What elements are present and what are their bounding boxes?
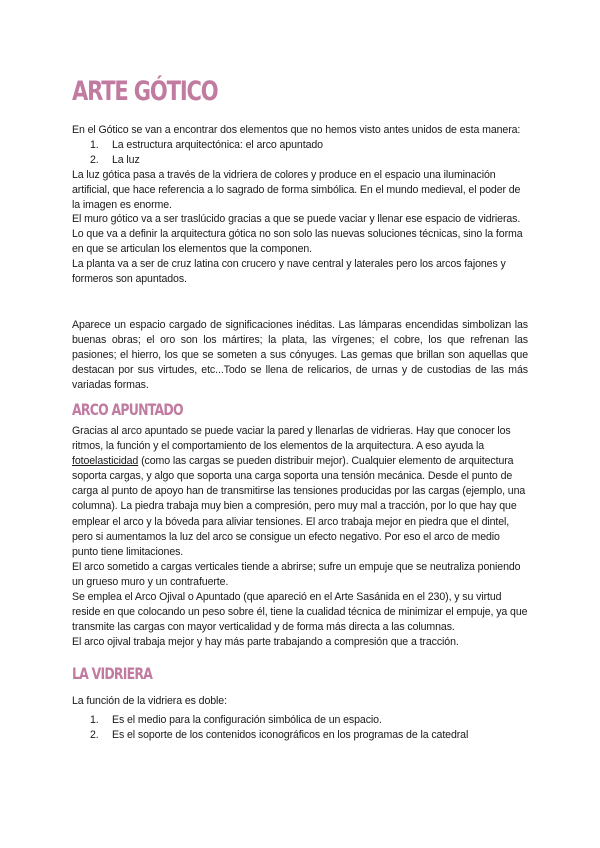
vidriera-paragraph: La función de la vidriera es doble:	[72, 695, 227, 707]
intro-paragraph: El muro gótico va a ser traslúcido gracias a que se puede vaciar y llenar ese espacio de vidrieras.	[72, 213, 521, 226]
vidriera-list	[72, 713, 528, 743]
intro-paragraph: Aparece un espacio cargado de significaciones inéditas. Las lámparas encendidas simbolizan las buenas obras; el oro son los mártires; la plata, las vírgenes; el cobre, los que refrenan las pasiones; el hierro, los que se someten a sus cónyuges. Las gemas que brillan son aquellas que destacan por sus virtudes, etc...Todo se llena de relicarios, de urnas y de custodias de las más variadas formas.	[72, 319, 528, 391]
vidriera-section	[72, 694, 528, 743]
list-number: 1.	[90, 138, 99, 151]
intro-paragraph: La luz gótica pasa a través de la vidriera de colores y produce en el espacio una iluminación artificial, que hace referencia a lo sagrado de forma simbólica. En el mundo medieval, el poder de la imagen es enorme.	[72, 168, 521, 211]
list-item	[72, 713, 528, 728]
arco-text: (como las cargas se pueden distribuir mejor). Cualquier elemento de arquitectura soporta cargas, y algo que soporta una carga soporta una tensión mecánica. Desde el punto de carga al punto de apoyo han de transmitirse las tensiones producidas por las cargas (ejemplo, una columna). La piedra trabaja muy bien a compresión, pero muy mal a tracción, por lo que hay que emplear el arco y la bóveda para aliviar tensiones. El arco trabaja mejor en piedra que el dintel, pero si aumentamos la luz del arco se consigue un efecto negativo. Por eso el arco de medio punto tiene limitaciones.	[72, 455, 526, 558]
list-number: 2.	[90, 728, 99, 741]
list-text: La luz	[112, 153, 140, 166]
list-item	[72, 728, 528, 743]
list-text: Es el soporte de los contenidos iconográficos en los programas de la catedral	[112, 728, 469, 741]
intro-symbolism	[72, 318, 528, 393]
fotoelasticidad-term: fotoelasticidad	[72, 455, 139, 468]
page-title: ARTE GÓTICO	[72, 76, 218, 107]
intro-paragraph: En el Gótico se van a encontrar dos elementos que no hemos visto antes unidos de esta manera:	[72, 124, 521, 136]
section-heading-arco: ARCO APUNTADO	[72, 400, 183, 419]
list-text: Es el medio para la configuración simbólica de un espacio.	[112, 713, 382, 726]
arco-paragraph: El arco sometido a cargas verticales tiende a abrirse; sufre un empuje que se neutraliza poniendo un grueso muro y un contrafuerte.	[72, 560, 521, 588]
intro-section	[72, 123, 528, 287]
intro-list	[72, 138, 528, 168]
arco-text: Gracias al arco apuntado se puede vaciar la pared y llenarlas de vidrieras. Hay que conocer los ritmos, la función y el comportamiento de los elementos de la arquitectura. A eso ayuda la	[72, 425, 511, 453]
arco-section	[72, 424, 528, 650]
arco-paragraph: Se emplea el Arco Ojival o Apuntado (que apareció en el Arte Sasánida en el 230), y su virtud reside en que colocando un peso sobre él, tiene la cualidad técnica de minimizar el empuje, ya que transmite las cargas con mayor verticalidad y de forma más directa a las columnas.	[72, 591, 528, 634]
list-item	[72, 153, 528, 168]
list-text: La estructura arquitectónica: el arco apuntado	[112, 138, 323, 151]
list-number: 1.	[90, 713, 99, 726]
section-heading-vidriera: LA VIDRIERA	[72, 664, 153, 683]
list-number: 2.	[90, 153, 99, 166]
intro-paragraph: Lo que va a definir la arquitectura gótica no son solo las nuevas soluciones técnicas, sino la forma en que se articulan los elementos que la componen.	[72, 228, 523, 256]
arco-paragraph	[72, 424, 528, 560]
arco-paragraph: El arco ojival trabaja mejor y hay más parte trabajando a compresión que a tracción.	[72, 636, 459, 649]
intro-paragraph: La planta va a ser de cruz latina con crucero y nave central y laterales pero los arcos fajones y formeros son apuntados.	[72, 258, 506, 286]
list-item	[72, 138, 528, 153]
